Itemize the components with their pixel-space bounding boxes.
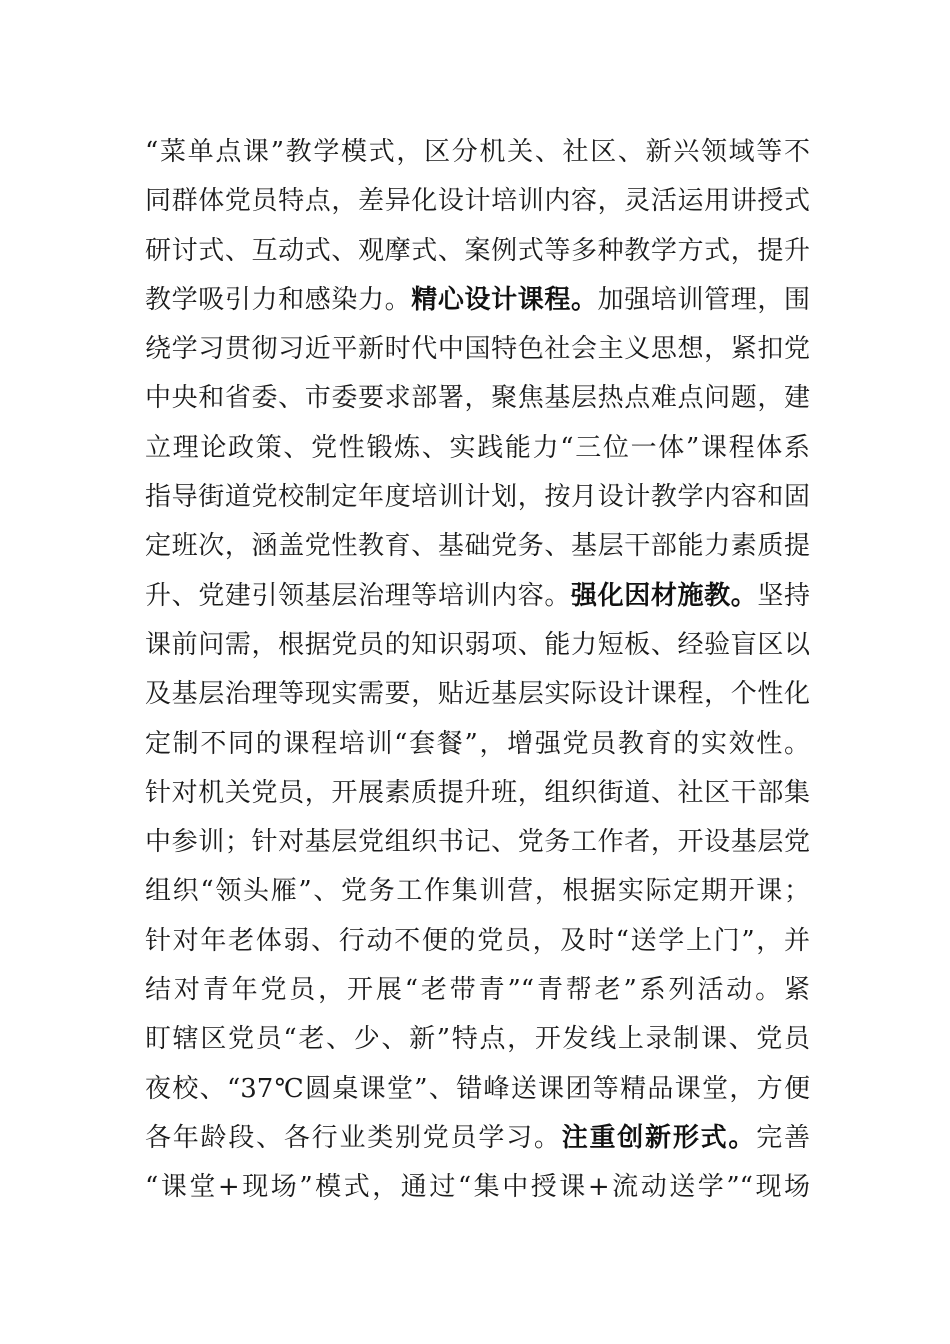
text-segment: 研讨式、互动式、观摩式、案例式等多种教学方式，提升 (145, 235, 810, 266)
text-segment: “菜单点课”教学模式，区分机关、社区、新兴领域等不 (145, 137, 810, 167)
text-line (145, 966, 810, 1015)
text-segment: 中参训；针对基层党组织书记、党务工作者，开设基层党 (145, 827, 810, 858)
text-segment: 夜校、“37℃圆桌课堂”、错峰送课团等精品课堂，方便 (145, 1073, 810, 1104)
text-line (145, 325, 810, 374)
text-segment: 绕学习贯彻习近平新时代中国特色社会主义思想，紧扣党 (145, 334, 810, 365)
text-segment: 加强培训管理，围 (597, 284, 810, 315)
text-segment: 完善 (756, 1122, 810, 1153)
text-segment: 各年龄段、各行业类别党员学习。 (145, 1122, 562, 1153)
bold-heading-phrase: 精心设计课程。 (411, 284, 598, 315)
text-segment: 定班次，涵盖党性教育、基础党务、基层干部能力素质提 (145, 531, 810, 562)
text-line (145, 1065, 810, 1114)
text-segment: 立理论政策、党性锻炼、实践能力“三位一体”课程体系 (145, 432, 810, 463)
text-line (145, 917, 810, 966)
text-line (145, 670, 810, 719)
text-segment: 组织“领头雁”、党务工作集训营，根据实际定期开课； (145, 876, 810, 907)
bold-heading-phrase: 强化因材施教。 (570, 580, 758, 611)
text-segment: 盯辖区党员“老、少、新”特点，开发线上录制课、党员 (145, 1024, 810, 1055)
text-line (145, 473, 810, 522)
bold-heading-phrase: 注重创新形式。 (561, 1122, 757, 1153)
body-text (145, 128, 810, 1213)
text-line (145, 424, 810, 473)
text-segment: 同群体党员特点，差异化设计培训内容，灵活运用讲授式 (145, 186, 810, 217)
text-line (145, 128, 810, 177)
text-segment: 及基层治理等现实需要，贴近基层实际设计课程，个性化 (145, 679, 810, 710)
text-segment: 针对机关党员，开展素质提升班，组织街道、社区干部集 (145, 777, 810, 808)
text-segment: 结对青年党员，开展“老带青”“青帮老”系列活动。紧 (145, 975, 810, 1006)
text-line (145, 1163, 810, 1212)
text-segment: 针对年老体弱、行动不便的党员，及时“送学上门”，并 (145, 925, 810, 956)
text-segment: 定制不同的课程培训“套餐”，增强党员教育的实效性。 (145, 728, 810, 759)
text-line (145, 1015, 810, 1064)
text-line (145, 867, 810, 916)
text-line (145, 720, 810, 769)
text-line (145, 572, 810, 621)
text-line (145, 621, 810, 670)
text-line (145, 818, 810, 867)
text-segment: 坚持 (757, 580, 810, 611)
text-segment: 课前问需，根据党员的知识弱项、能力短板、经验盲区以 (145, 629, 810, 660)
text-line (145, 522, 810, 571)
text-segment: 教学吸引力和感染力。 (145, 284, 412, 315)
text-line (145, 227, 810, 276)
text-segment: “课堂+现场”模式，通过“集中授课+流动送学”“现场 (145, 1172, 810, 1203)
text-segment: 指导街道党校制定年度培训计划，按月设计教学内容和固 (145, 482, 810, 513)
text-line (145, 1114, 810, 1163)
text-line (145, 374, 810, 423)
text-segment: 中央和省委、市委要求部署，聚焦基层热点难点问题，建 (145, 383, 810, 414)
text-line (145, 276, 810, 325)
text-segment: 升、党建引领基层治理等培训内容。 (145, 580, 571, 611)
text-line (145, 769, 810, 818)
text-line (145, 177, 810, 226)
